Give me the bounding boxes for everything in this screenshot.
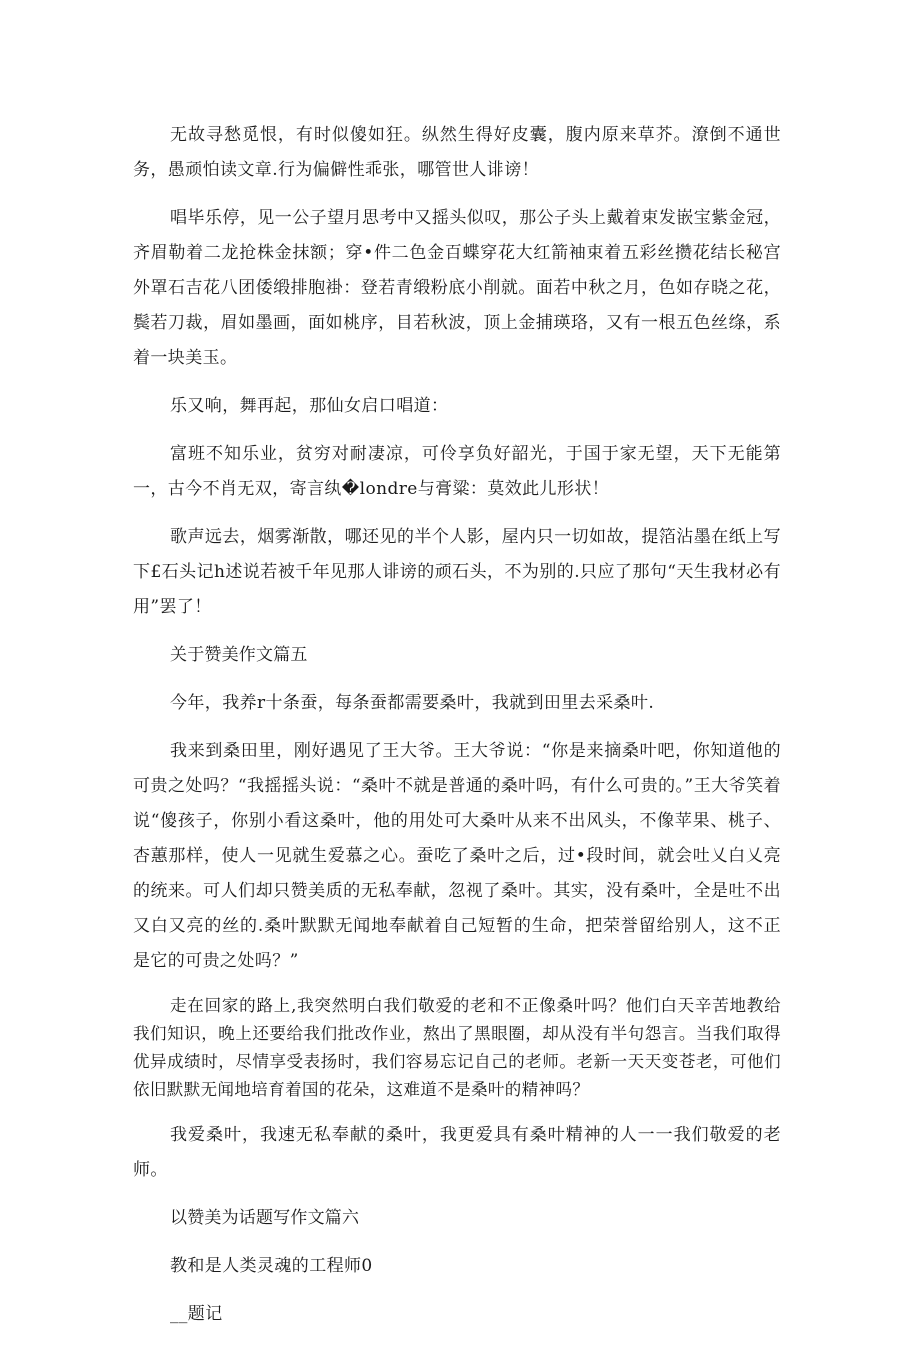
paragraph-epigraph: __题记 [170,1304,223,1324]
paragraph-poem-1: 无故寻愁觅恨，有时似傻如狂。纵然生得好皮囊，腹内原来草芥。潦倒不通世务，愚顽怕读文章.行为偏僻性乖张，哪管世人诽谤！ [133,125,781,180]
paragraph-song-ends: 歌声远去，烟雾渐散，哪还见的半个人影，屋内只一切如故，提箔沾墨在纸上写下£石头记h述说若被千年见那人诽谤的顽石头，不为别的.只应了那句“天生我材必有用”罢了！ [133,527,781,617]
section-heading-6: 以赞美为话题写作文篇六 [170,1208,360,1228]
paragraph-poem-2: 富班不知乐业，贫穷对耐凄凉，可伶享负好韶光，于国于家无望，天下无能第一，古今不肖无双，寄言纨�londre与膏粱：莫效此儿形状！ [133,444,781,499]
paragraph-music: 乐又响，舞再起，那仙女启口唱道： [170,396,449,416]
section-heading-5: 关于赞美作文篇五 [170,645,308,665]
paragraph-love-mulberry: 我爱桑叶，我速无私奉献的桑叶，我更爱具有桑叶精神的人一一我们敬爱的老师。 [133,1125,781,1180]
paragraph-way-home: 走在回家的路上,我突然明白我们敬爱的老和不正像桑叶吗？他们白天辛苦地教给我们知识，晚上还要给我们批改作业，熬出了黑眼圈，却从没有半句怨言。当我们取得优异成绩时，尽情享受表扬时，我们容易忘记自己的老师。老新一天天变苍老，可他们依旧默默无闻地培育着国的花朵，这难道不是桑叶的精神吗？ [133,996,781,1099]
document-body [133,118,781,1345]
paragraph-description: 唱毕乐停，见一公子望月思考中又摇头似叹，那公子头上戴着束发嵌宝紫金冠，齐眉勒着二龙抢株金抹额；穿•件二色金百蝶穿花大红箭袖束着五彩丝攒花结长秘宫外罩石吉花八团倭缎排胞褂：登若青缎粉底小削就。面若中秋之月，色如存晓之花，鬓若刀裁，眉如墨画，面如桃序，目若秋波，顶上金捕瑛珞，又有一根五色丝绦，系着一块美玉。 [133,208,781,368]
paragraph-mulberry-field: 我来到桑田里，刚好遇见了王大爷。王大爷说：“你是来摘桑叶吧，你知道他的可贵之处吗？“我摇摇头说：“桑叶不就是普通的桑叶吗，有什么可贵的。”王大爷笑着说“傻孩子，你别小看这桑叶，他的用处可大桑叶从来不出风头，不像苹果、桃子、杏蕙那样，使人一见就生爱慕之心。蚕吃了桑叶之后，过•段时间，就会吐乂白乂亮的统来。可人们却只赞美质的无私奉献，忽视了桑叶。其实，没有桑叶，全是吐不出又白又亮的丝的.桑叶默默无闻地奉献着自己短暂的生命，把荣誉留给别人，这不正是它的可贵之处吗？” [133,741,781,971]
paragraph-silkworms: 今年，我养r十条蚕，每条蚕都需要桑叶，我就到田里去采桑叶. [170,693,655,713]
paragraph-teacher-quote: 教和是人类灵魂的工程师0 [170,1256,373,1276]
